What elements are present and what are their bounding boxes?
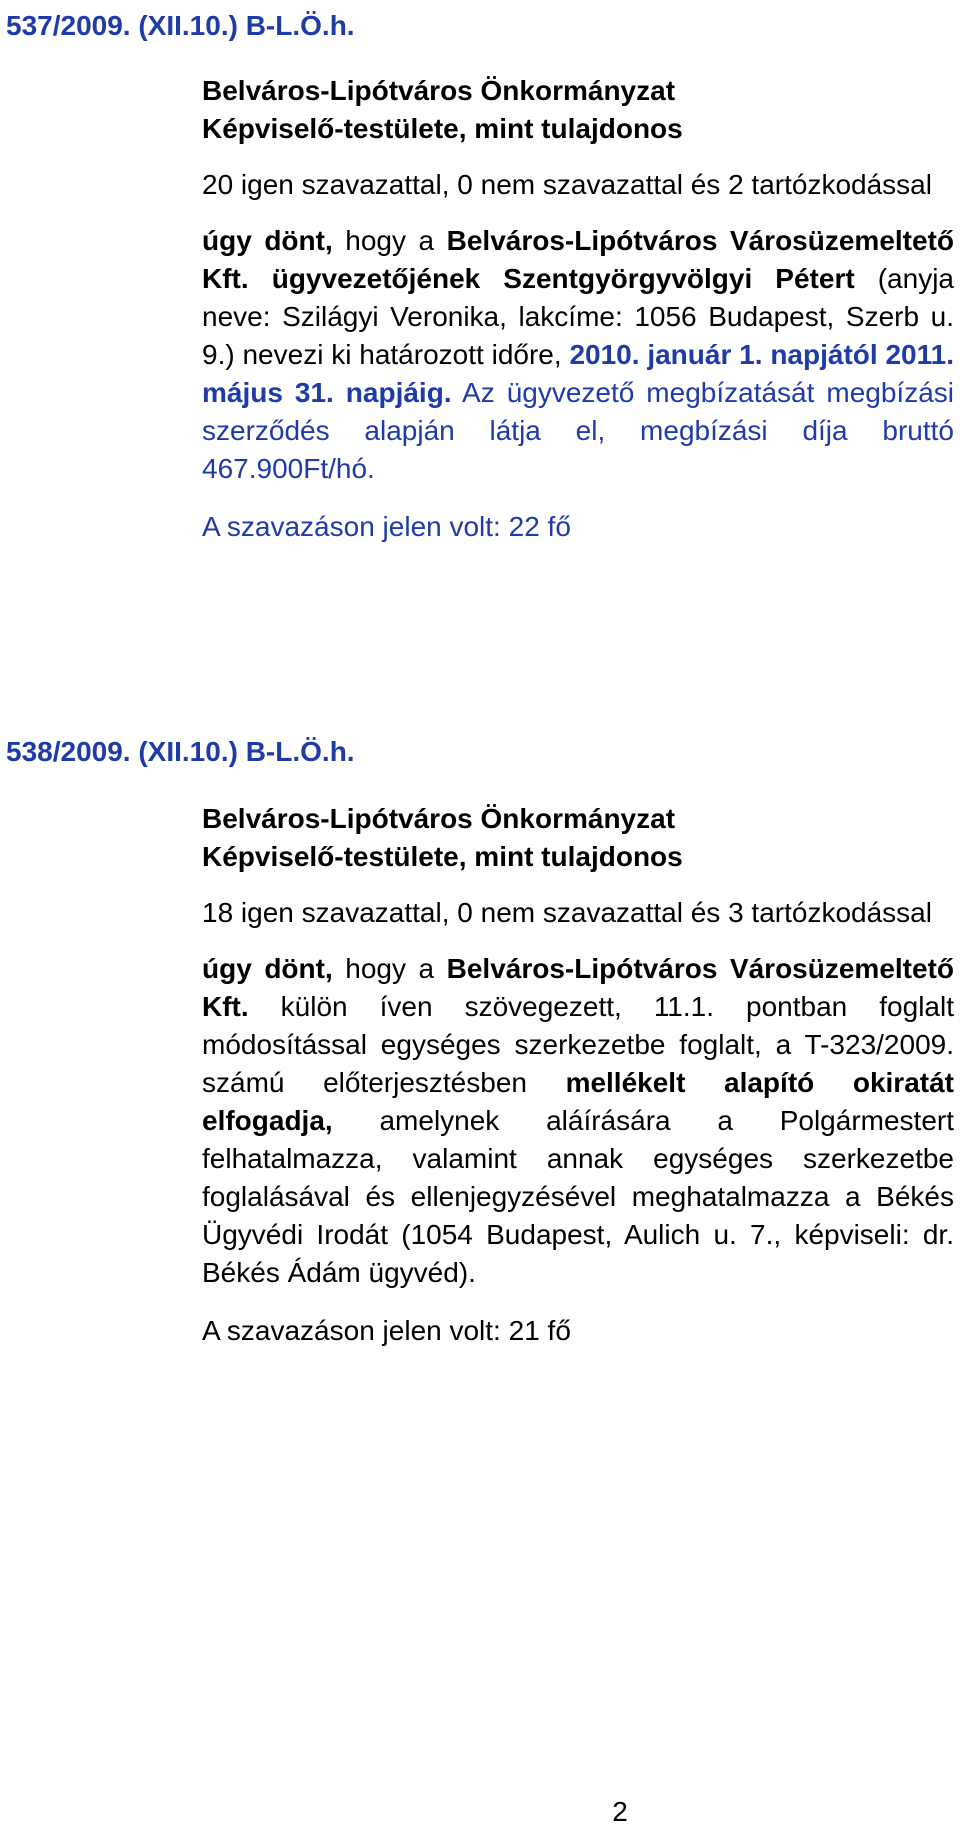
- company-and-appointee: Belváros-Lipótváros Városüzemeltető Kft. ügyvezetőjének Szentgyörgyvölgyi Pétert: [202, 225, 954, 294]
- decision-segment: (anyja neve: Szilágyi Veronika, lakcíme: 1056 Budapest, Szerb u. 9.) nevezi ki határozott időre,: [202, 263, 954, 370]
- decision-keyword: úgy dönt,: [202, 225, 333, 256]
- authority-line: Képviselő-testülete, mint tulajdonos: [202, 113, 683, 144]
- authority-line: Képviselő-testülete, mint tulajdonos: [202, 841, 683, 872]
- resolution-number: 538/2009. (XII.10.) B-L.Ö.h.: [6, 736, 355, 767]
- page-number: [0, 1796, 960, 1828]
- decision-text: [202, 222, 954, 488]
- resolution-number: 537/2009. (XII.10.) B-L.Ö.h.: [6, 10, 355, 41]
- adopted-document: mellékelt alapító okiratát elfogadja,: [202, 1067, 954, 1136]
- attendance-count: A szavazáson jelen volt: 22 fő: [202, 511, 571, 542]
- decision-segment: külön íven szövegezett, 11.1. pontban foglalt módosítással egységes szerkezetbe foglalt, a T-323/2009. számú előterjesztésben: [202, 991, 954, 1098]
- mandate-details: Az ügyvezető megbízatását megbízási szerződés alapján látja el, megbízási díja bruttó 467.900Ft/hó.: [202, 377, 954, 484]
- decision-segment: hogy a: [332, 225, 447, 256]
- decision-keyword: úgy dönt,: [202, 953, 333, 984]
- vote-result: 20 igen szavazattal, 0 nem szavazattal és 2 tartózkodással: [202, 169, 932, 200]
- authority-line: Belváros-Lipótváros Önkormányzat: [202, 75, 676, 106]
- issuing-authority: [202, 800, 954, 876]
- attendance-count: A szavazáson jelen volt: 21 fő: [202, 1315, 571, 1346]
- authority-line: Belváros-Lipótváros Önkormányzat: [202, 803, 676, 834]
- vote-result: 18 igen szavazattal, 0 nem szavazattal és 3 tartózkodással: [202, 897, 932, 928]
- decision-text: [202, 950, 954, 1292]
- decision-segment: hogy a: [332, 953, 447, 984]
- term-dates: 2010. január 1. napjától 2011. május 31. napjáig.: [202, 339, 954, 408]
- page-number-label: 2: [612, 1796, 628, 1827]
- issuing-authority: [202, 72, 954, 148]
- resolution-body: [202, 72, 954, 546]
- company-name: Belváros-Lipótváros Városüzemeltető Kft.: [202, 953, 954, 1022]
- decision-segment: amelynek aláírására a Polgármestert felhatalmazza, valamint annak egységes szerkezetbe foglalásával és ellenjegyzésével meghatalmazza a Békés Ügyvédi Irodát (1054 Budapest, Aulich u. 7., képviseli: dr. Békés Ádám ügyvéd).: [202, 1105, 954, 1288]
- resolution-body: [202, 800, 954, 1350]
